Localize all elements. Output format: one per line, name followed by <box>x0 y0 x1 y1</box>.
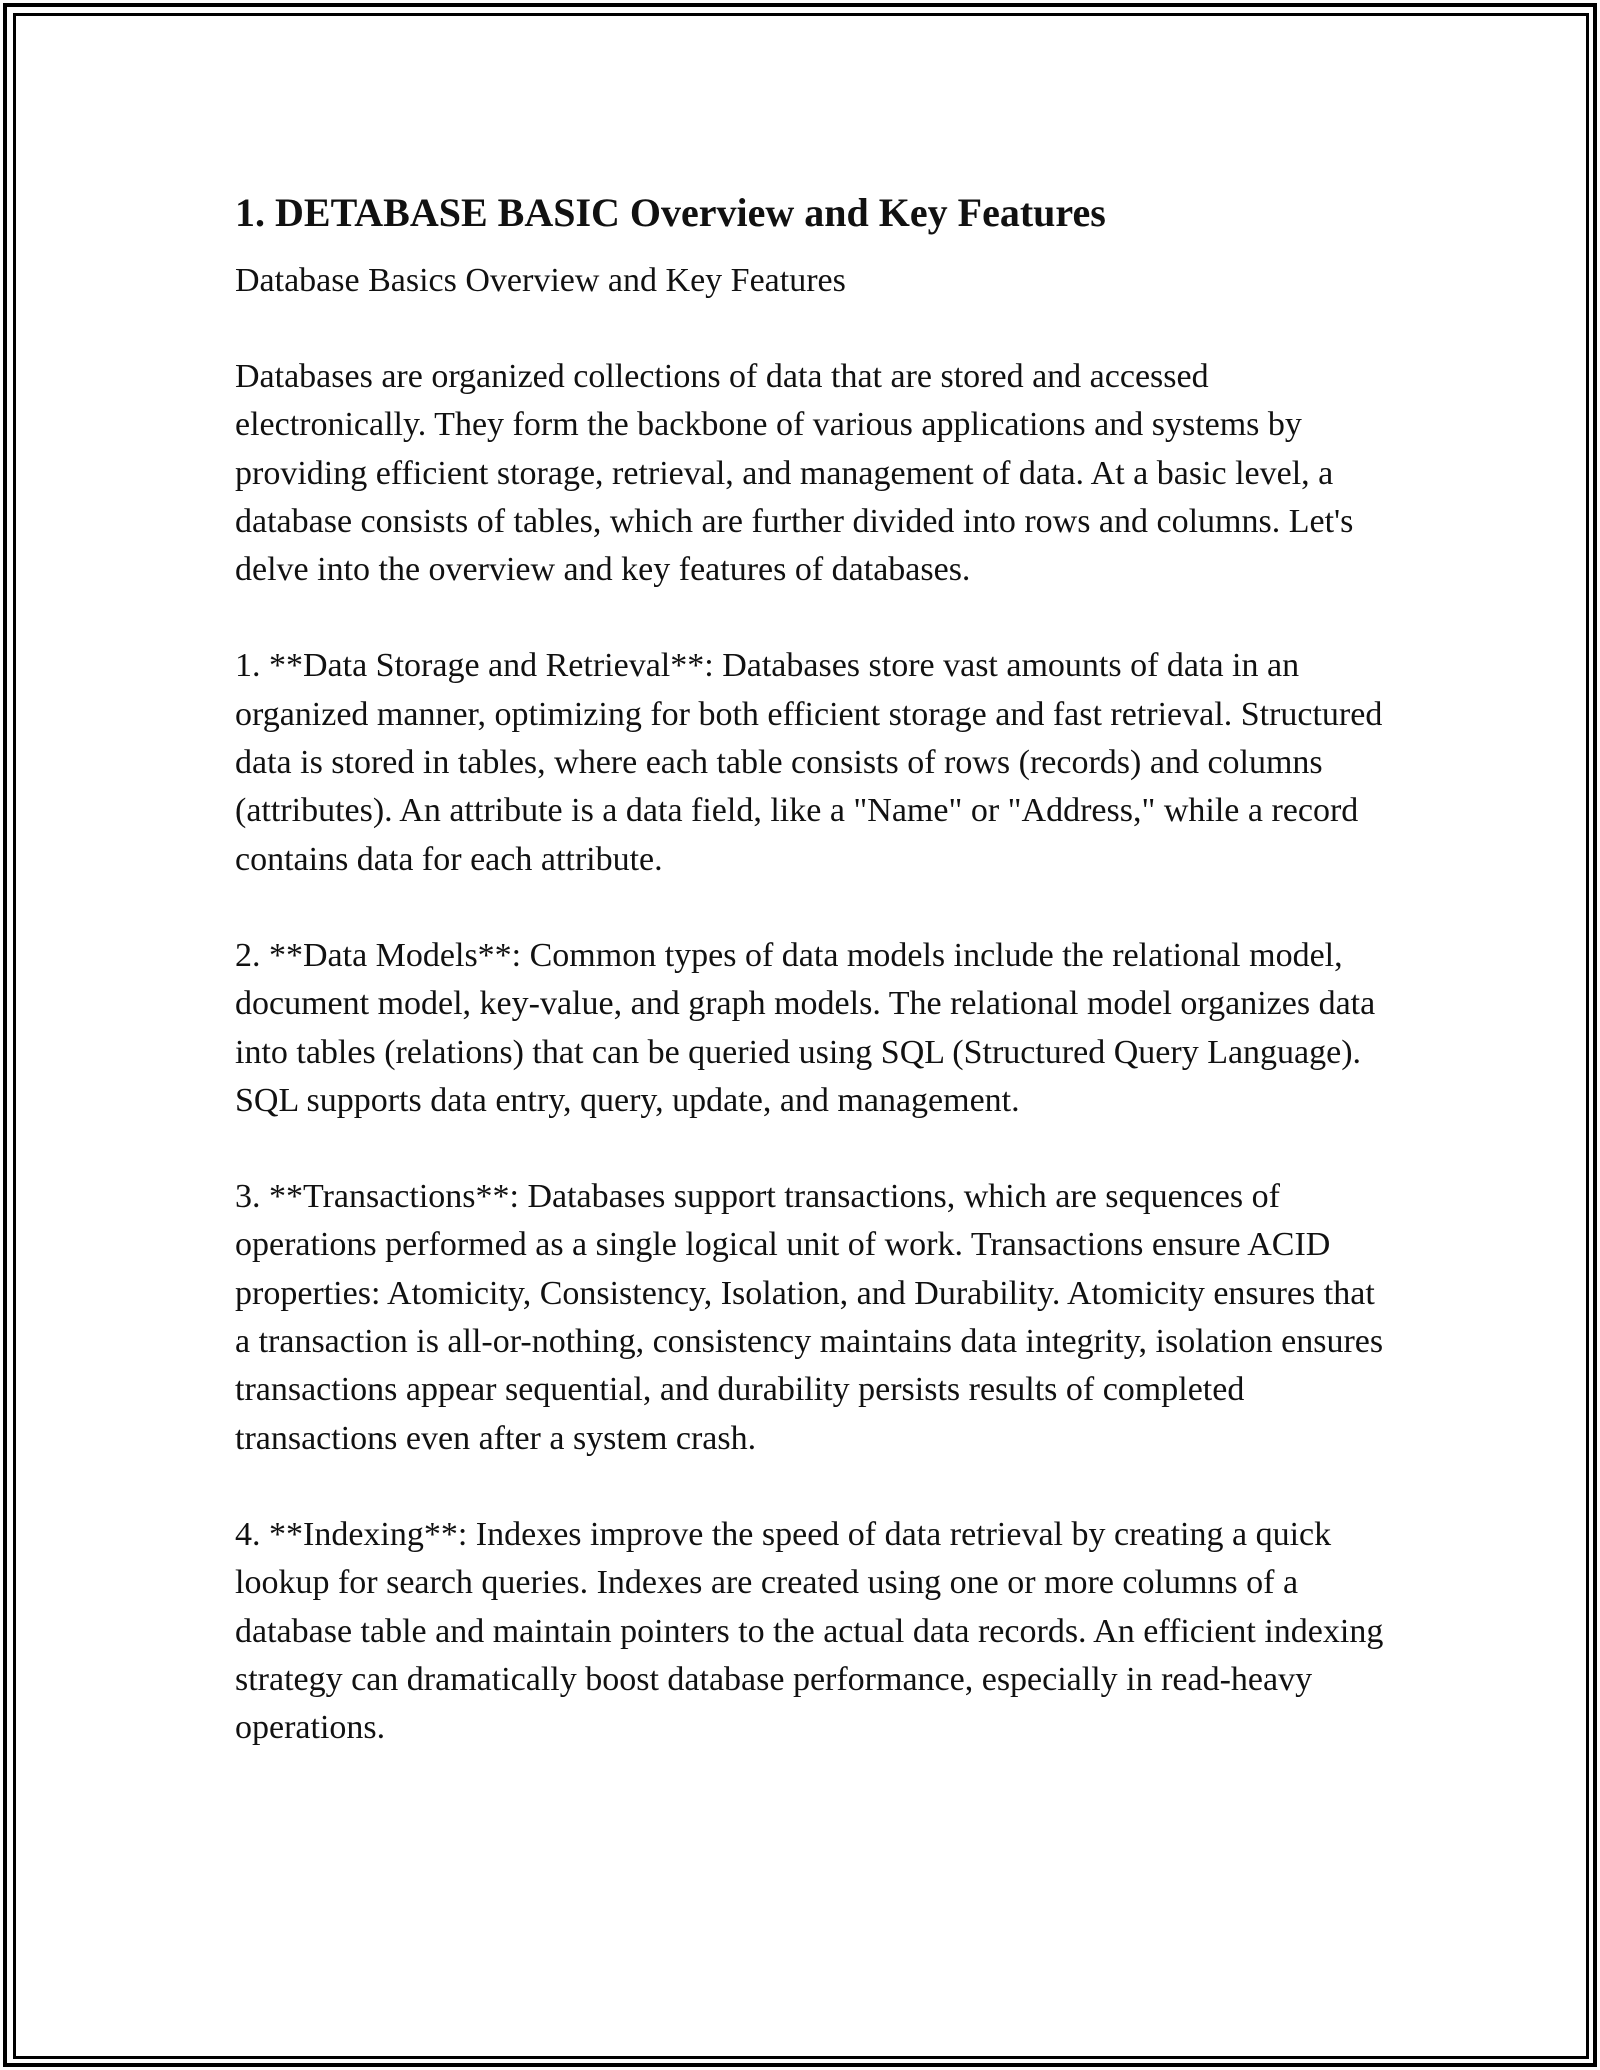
document-body <box>235 185 1385 1752</box>
paragraph-data-models: 2. **Data Models**: Common types of data models include the relational model, document model, key-value, and graph models. The relational model organizes data into tables (relations) that can be queried using SQL (Structured Query Language). SQL supports data entry, query, update, and management. <box>235 936 1376 1119</box>
document-heading: 1. DETABASE BASIC Overview and Key Features <box>235 190 1106 235</box>
document-subheading: Database Basics Overview and Key Features <box>235 262 846 299</box>
paragraph-transactions: 3. **Transactions**: Databases support transactions, which are sequences of operations performed as a single logical unit of work. Transactions ensure ACID properties: Atomicity, Consistency, Isolation, and Durability. Atomicity ensures that a transaction is all-or-nothing, consistency maintains data integrity, isolation ensures transactions appear sequential, and durability persists results of completed transactions even after a system crash. <box>235 1178 1384 1457</box>
paragraph-data-storage: 1. **Data Storage and Retrieval**: Databases store vast amounts of data in an organized manner, optimizing for both efficient storage and fast retrieval. Structured data is stored in tables, where each table consists of rows (records) and columns (attributes). An attribute is a data field, like a "Name" or "Address," while a record contains data for each attribute. <box>235 647 1383 878</box>
paragraph-indexing: 4. **Indexing**: Indexes improve the speed of data retrieval by creating a quick lookup for search queries. Indexes are created using one or more columns of a database table and maintain pointers to the actual data records. An efficient indexing strategy can dramatically boost database performance, especially in read-heavy operations. <box>235 1515 1384 1747</box>
paragraph-intro: Databases are organized collections of data that are stored and accessed electronically. They form the backbone of various applications and systems by providing efficient storage, retrieval, and management of data. At a basic level, a database consists of tables, which are further divided into rows and columns. Let's delve into the overview and key features of databases. <box>235 358 1354 589</box>
